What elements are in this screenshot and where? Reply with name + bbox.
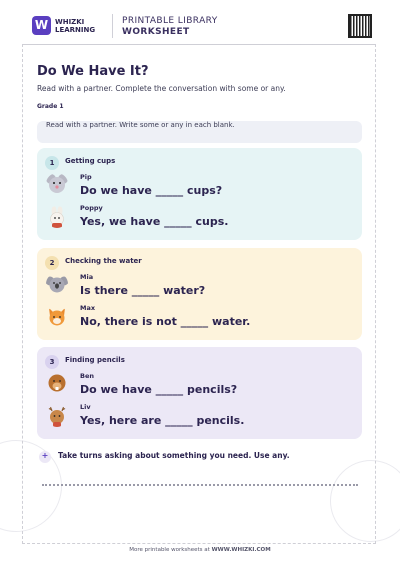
speaker-name: Liv (80, 403, 91, 411)
bunny-character-icon (46, 206, 68, 228)
extension-activity (37, 448, 362, 466)
section-title: Getting cups (65, 157, 116, 165)
beaver-character-icon (46, 372, 68, 394)
section-title: Checking the water (65, 257, 142, 265)
deer-character-icon (46, 405, 68, 427)
dialogue-line: Do we have _____ pencils? (80, 383, 238, 396)
section-number: 1 (45, 156, 59, 170)
koala-character-icon (46, 273, 68, 295)
section-number: 3 (45, 355, 59, 369)
fox-character-icon (46, 306, 68, 328)
speaker-name: Max (80, 304, 96, 312)
brand-line-1: WHIZKI (55, 18, 85, 26)
instruction-box: Read with a partner. Write some or any in each blank. (37, 121, 362, 143)
dialogue-line: No, there is not _____ water. (80, 315, 251, 328)
header-title-line-2: WORKSHEET (122, 27, 190, 37)
section-checking-the-water (37, 248, 362, 340)
dotted-divider (42, 484, 358, 486)
brand-line-2: LEARNING (55, 26, 96, 34)
speaker-name: Poppy (80, 204, 103, 212)
worksheet-title: Do We Have It? (37, 64, 149, 79)
mouse-character-icon (46, 173, 68, 195)
section-getting-cups (37, 148, 362, 240)
grade-label: Grade 1 (37, 103, 64, 110)
footer-link[interactable]: WWW.WHIZKI.COM (211, 547, 271, 553)
dialogue-line: Do we have _____ cups? (80, 184, 223, 197)
speaker-name: Pip (80, 173, 92, 181)
dialogue-line: Yes, we have _____ cups. (80, 215, 229, 228)
header-title-line-1: PRINTABLE LIBRARY (122, 16, 218, 26)
brand-name (55, 18, 103, 34)
qr-code-icon (348, 14, 372, 38)
dialogue-line: Is there _____ water? (80, 284, 206, 297)
header-divider (112, 14, 113, 38)
speaker-name: Mia (80, 273, 94, 281)
section-number: 2 (45, 256, 59, 270)
header-title (122, 16, 218, 38)
extension-text: Take turns asking about something you need. Use any. (58, 451, 290, 460)
whizki-logo-icon: W (32, 16, 51, 35)
section-finding-pencils (37, 347, 362, 439)
speaker-name: Ben (80, 372, 94, 380)
page-header (22, 6, 376, 46)
page-footer (0, 547, 400, 553)
worksheet-subtitle: Read with a partner. Complete the conversation with some or any. (37, 84, 286, 93)
section-title: Finding pencils (65, 356, 125, 364)
plus-icon: + (39, 451, 51, 463)
dialogue-line: Yes, here are _____ pencils. (80, 414, 245, 427)
footer-prefix: More printable worksheets at (129, 547, 210, 553)
